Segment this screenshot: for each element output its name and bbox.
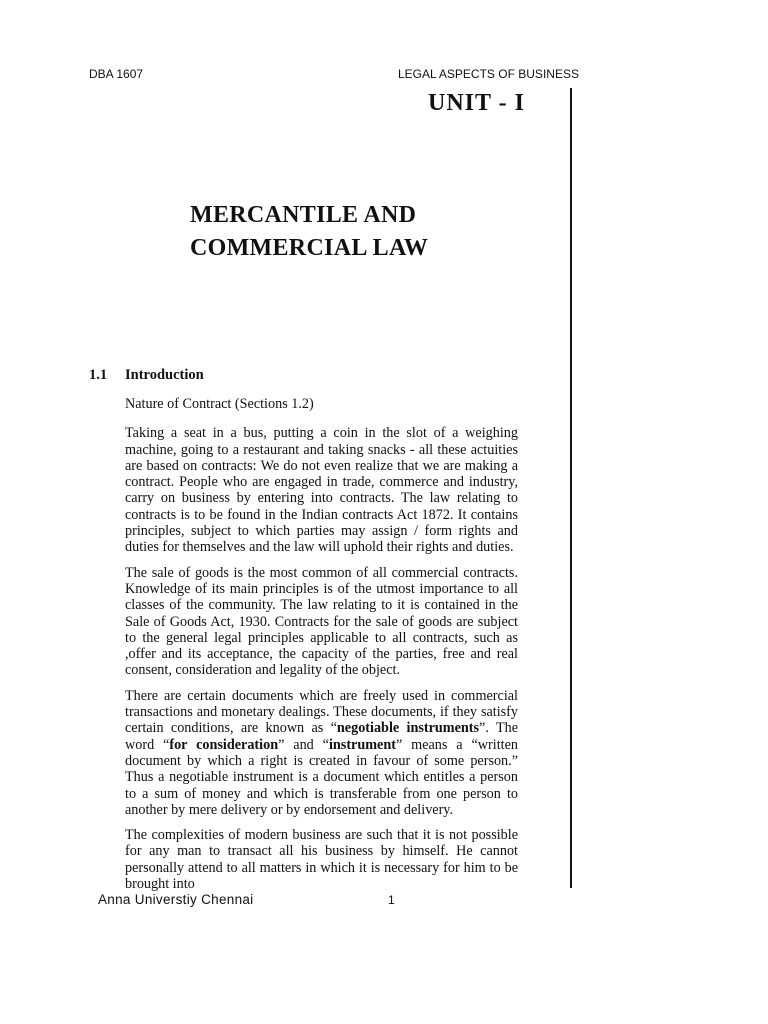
section-title: Introduction	[125, 367, 204, 383]
page-number: 1	[388, 893, 395, 907]
chapter-title	[190, 199, 428, 265]
section-heading	[89, 367, 204, 384]
paragraph-3	[125, 688, 518, 818]
chapter-title-line-2: COMMERCIAL LAW	[190, 235, 429, 261]
paragraph-3-text-4: ” means a “written document by which a right is created in favour of some person.” Thus a negotiable instrument is a document which entitles a person to a sum of money and which is transferable from one person to another by mere delivery or by endorsement and delivery.	[125, 736, 518, 818]
section-number: 1.1	[89, 367, 108, 383]
paragraph-3-text-2: ”. The word “	[125, 720, 518, 753]
course-code: DBA 1607	[89, 67, 144, 81]
paragraph-4: The complexities of modern business are such that it is not possible for any man to transact all his business by himself. He cannot personally attend to all matters in which it is necessary for him to be brought into	[125, 827, 518, 893]
vertical-rule	[570, 88, 572, 888]
paragraph-3-text-3: ” and “	[278, 736, 329, 753]
paragraph-1: Taking a seat in a bus, putting a coin in the slot of a weighing machine, going to a restaurant and taking snacks - all these actuities are based on contracts: We do not even realize that we are making a contract. People who are engaged in trade, commerce and industry, carry on business by entering into contracts. The law relating to contracts is to be found in the Indian contracts Act 1872. It contains principles, subject to which parties may assign / form rights and duties for themselves and the law will uphold their rights and duties.	[125, 425, 518, 556]
term-negotiable-instruments: negotiable instruments	[336, 720, 480, 737]
term-instrument: instrument	[328, 736, 396, 753]
footer-institution: Anna Universtiy Chennai	[98, 892, 254, 907]
chapter-title-line-1: MERCANTILE AND	[190, 202, 417, 228]
body-text	[125, 396, 518, 901]
paragraph-2: The sale of goods is the most common of all commercial contracts. Knowledge of its main principles is of the utmost importance to all classes of the community. The law relating to it is contained in the Sale of Goods Act, 1930. Contracts for the sale of goods are subject to the general legal principles applicable to all contracts, such as ,offer and its acceptance, the capacity of the parties, free and real consent, consideration and legality of the object.	[125, 564, 518, 679]
term-for-consideration: for consideration	[169, 736, 279, 753]
paragraph-3-text-1: There are certain documents which are freely used in commercial transactions and monetary dealings. These documents, if they satisfy certain conditions, are known as “	[125, 687, 518, 737]
section-subtitle: Nature of Contract (Sections 1.2)	[125, 396, 314, 412]
unit-title: UNIT - I	[428, 90, 525, 116]
course-title: LEGAL ASPECTS OF BUSINESS	[398, 67, 579, 81]
